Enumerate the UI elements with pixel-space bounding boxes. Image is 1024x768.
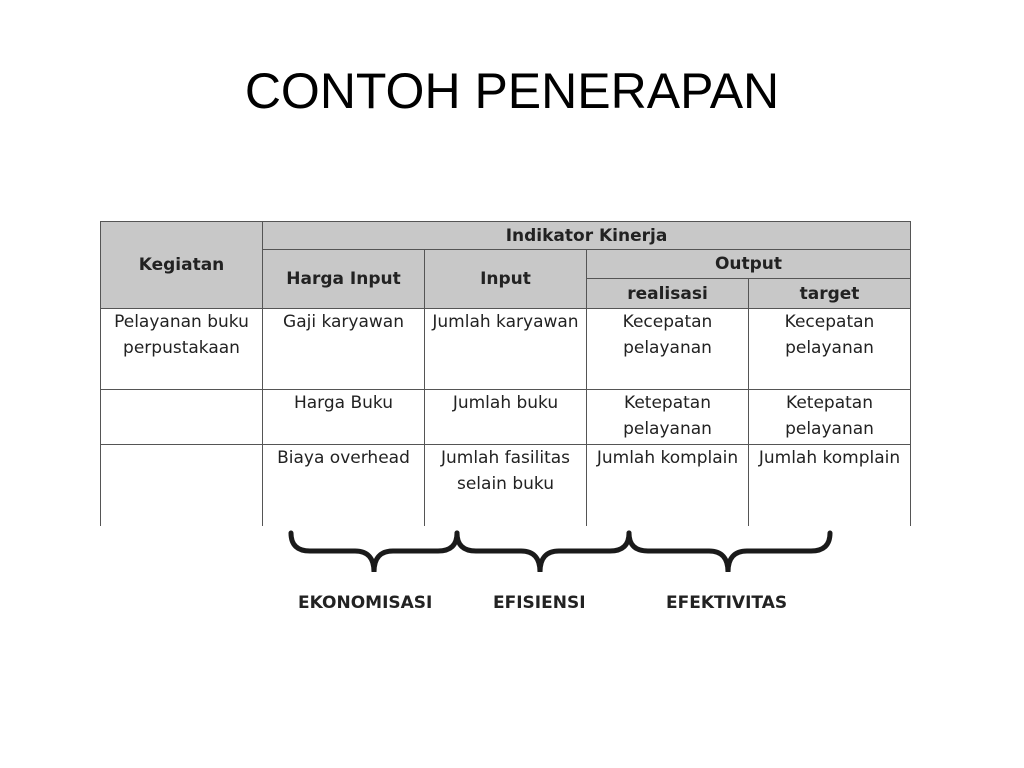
cell-target: Jumlah komplain xyxy=(749,445,911,527)
cell-realisasi: Ketepatan pelayanan xyxy=(587,390,749,445)
cell-input: Jumlah buku xyxy=(425,390,587,445)
cell-kegiatan xyxy=(101,390,263,445)
cell-target: Ketepatan pelayanan xyxy=(749,390,911,445)
cell-kegiatan: Pelayanan buku perpustakaan xyxy=(101,309,263,390)
brace-efisiensi xyxy=(457,533,629,572)
cell-input: Jumlah fasilitas selain buku xyxy=(425,445,587,527)
brace-ekonomisasi xyxy=(291,533,457,572)
indikator-kinerja-table xyxy=(100,221,911,527)
cell-target: Kecepatan pelayanan xyxy=(749,309,911,390)
cell-input: Jumlah karyawan xyxy=(425,309,587,390)
cell-harga-input: Harga Buku xyxy=(263,390,425,445)
label-efektivitas: EFEKTIVITAS xyxy=(666,593,788,613)
header-output: Output xyxy=(587,250,911,279)
label-ekonomisasi: EKONOMISASI xyxy=(298,593,433,613)
header-indikator-kinerja: Indikator Kinerja xyxy=(263,222,911,250)
slide-title: CONTOH PENERAPAN xyxy=(244,63,780,119)
header-harga-input: Harga Input xyxy=(263,250,425,309)
brace-efektivitas xyxy=(629,533,830,572)
cell-harga-input: Biaya overhead xyxy=(263,445,425,527)
header-input: Input xyxy=(425,250,587,309)
cell-kegiatan xyxy=(101,445,263,527)
label-efisiensi: EFISIENSI xyxy=(493,593,586,613)
table-row xyxy=(101,309,911,390)
header-kegiatan: Kegiatan xyxy=(101,222,263,309)
cell-realisasi: Kecepatan pelayanan xyxy=(587,309,749,390)
cell-realisasi: Jumlah komplain xyxy=(587,445,749,527)
cell-harga-input: Gaji karyawan xyxy=(263,309,425,390)
table-row xyxy=(101,390,911,445)
table-row xyxy=(101,445,911,527)
header-realisasi: realisasi xyxy=(587,279,749,309)
header-target: target xyxy=(749,279,911,309)
